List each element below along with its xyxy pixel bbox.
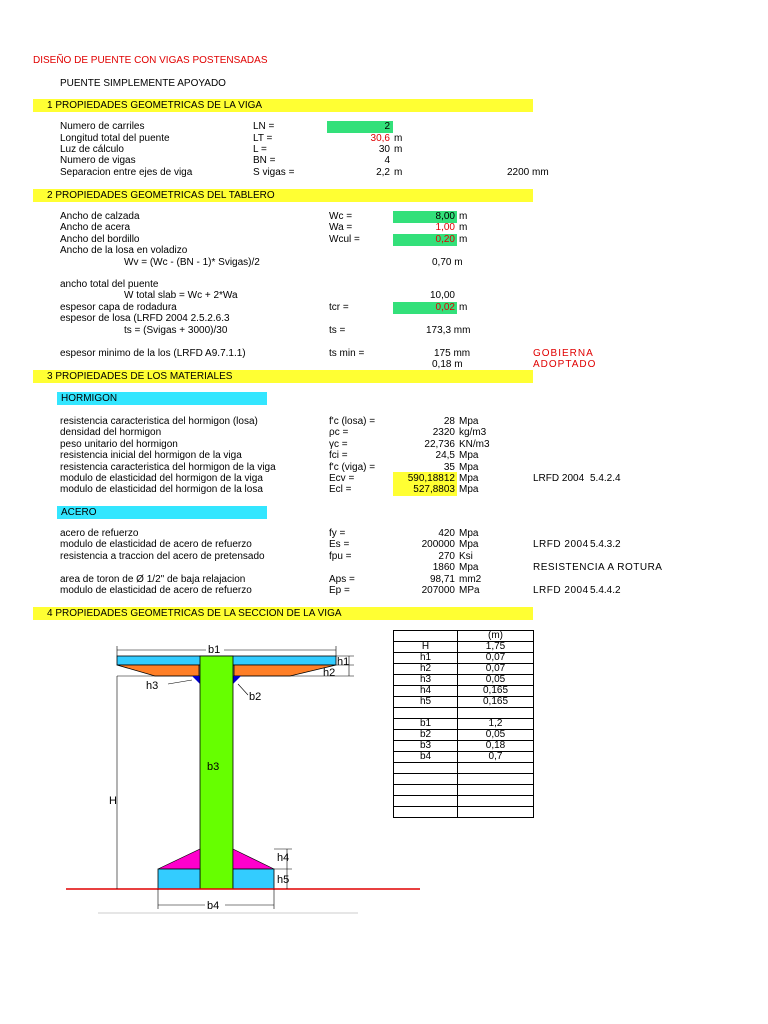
val-tcr: 0,02 (435, 302, 455, 313)
fillet-left (192, 676, 200, 684)
material-symbol: fpu = (329, 550, 352, 562)
sym-svigas: S vigas = (253, 167, 295, 178)
label-b4: b4 (207, 900, 220, 912)
material-unit: Mpa (459, 484, 479, 496)
table-cell-value: 0,05 (458, 675, 534, 686)
sym-l: L = (253, 144, 267, 155)
material-symbol: Ep = (329, 585, 350, 596)
unit-lt: m (394, 133, 403, 144)
label-wcul: Ancho del bordillo (60, 234, 140, 245)
material-unit: mm2 (459, 573, 482, 585)
label-wc: Ancho de calzada (60, 211, 140, 222)
material-symbol: γc = (329, 438, 348, 450)
material-symbol: Ecl = (329, 484, 352, 496)
unit-wa: m (459, 222, 468, 233)
material-label: resistencia caracteristica del hormigon (losa) (60, 416, 258, 427)
material-symbol: Es = (329, 539, 350, 551)
table-cell-value: 0,7 (458, 752, 534, 763)
material-unit: Mpa (459, 473, 479, 484)
sym-lt: LT = (253, 133, 273, 144)
sym-ts: ts = (329, 325, 346, 336)
haunch-right (234, 665, 336, 676)
material-value: 200000 (421, 539, 455, 551)
label-ts: espesor de losa (LRFD 2004 2.5.2.6.3 (60, 313, 230, 324)
table-cell-value: 0,165 (458, 697, 534, 708)
material-value: 35 (443, 461, 455, 473)
label-tsmin: espesor minimo de la los (LRFD A9.7.1.1) (60, 348, 246, 359)
material-reference-number: 5.4.3.2 (590, 539, 621, 551)
material-value: 98,71 (429, 573, 455, 585)
label-bn: Numero de vigas (60, 155, 136, 166)
material-unit: KN/m3 (459, 438, 490, 450)
sym-tcr: tcr = (329, 302, 349, 313)
table-cell-symbol: h1 (394, 653, 458, 664)
material-unit: Mpa (459, 416, 479, 427)
label-h4: h4 (277, 852, 290, 864)
val-ts: 173,3 mm (426, 325, 471, 336)
unit-wc: m (459, 211, 468, 222)
val-ln: 2 (384, 121, 390, 132)
unit-wcul: m (459, 234, 468, 245)
material-symbol: fci = (329, 450, 348, 462)
material-value: 207000 (421, 585, 455, 596)
label-tcr: espesor capa de rodadura (60, 302, 177, 313)
material-reference: LRFD 2004 (533, 585, 589, 596)
material-label: modulo de elasticidad del hormigon de la viga (60, 473, 263, 484)
section-2-header: 2 PROPIEDADES GEOMETRICAS DEL TABLERO (33, 189, 533, 202)
bottom-flange-left (158, 869, 200, 889)
sym-wcul: Wcul = (329, 234, 360, 245)
material-unit: kg/m3 (459, 427, 487, 439)
label-h3: h3 (146, 680, 159, 692)
page-subtitle: PUENTE SIMPLEMENTE APOYADO (60, 78, 226, 89)
hormigon-header: HORMIGON (57, 392, 267, 405)
val-adoptado: 0,18 m (432, 359, 463, 370)
label-l: Luz de cálculo (60, 144, 124, 155)
label-b2: b2 (249, 691, 262, 703)
table-cell-symbol: b4 (394, 752, 458, 763)
note-adoptado: ADOPTADO (533, 359, 597, 370)
label-b1: b1 (208, 644, 221, 656)
label-lt: Longitud total del puente (60, 133, 170, 144)
table-cell-value: 0,05 (458, 730, 534, 741)
material-value: 590,18812 (407, 473, 455, 484)
table-cell-value: 0,07 (458, 664, 534, 675)
val-bn: 4 (384, 155, 390, 166)
table-cell-symbol: b2 (394, 730, 458, 741)
unit-tcr: m (459, 302, 468, 313)
material-reference: LRFD 2004 (533, 539, 589, 551)
unit-svigas: m (394, 167, 403, 178)
material-value: 1860 (432, 562, 455, 574)
material-value: 24,5 (435, 450, 455, 462)
unit-l: m (394, 144, 403, 155)
table-cell-value: 0,165 (458, 686, 534, 697)
material-value: 270 (438, 550, 455, 562)
formula-wv: Wv = (Wc - (BN - 1)* Svigas)/2 (124, 257, 260, 268)
label-ln: Numero de carriles (60, 121, 145, 132)
val-wv: 0,70 m (432, 257, 463, 268)
label-h1: h1 (337, 656, 350, 668)
fillet-right (233, 676, 241, 684)
sym-tsmin: ts min = (329, 348, 365, 359)
material-unit: MPa (459, 585, 480, 596)
label-wa: Ancho de acera (60, 222, 131, 233)
label-wv: Ancho de la losa en voladizo (60, 245, 188, 256)
table-cell-symbol: h5 (394, 697, 458, 708)
page-title: DISEÑO DE PUENTE CON VIGAS POSTENSADAS (33, 55, 268, 66)
sym-bn: BN = (253, 155, 276, 166)
material-unit: Ksi (459, 550, 473, 562)
table-cell-symbol: h2 (394, 664, 458, 675)
bottom-haunch-right (233, 849, 274, 869)
label-svigas: Separacion entre ejes de viga (60, 167, 193, 178)
material-reference: RESISTENCIA A ROTURA (533, 562, 663, 574)
material-symbol: f'c (losa) = (329, 416, 376, 427)
material-unit: Mpa (459, 562, 479, 574)
material-value: 420 (438, 528, 455, 539)
table-cell-value: 1,2 (458, 719, 534, 730)
val-wtotal: 10,00 (429, 290, 455, 301)
formula-ts: ts = (Svigas + 3000)/30 (124, 325, 228, 336)
material-symbol: Aps = (329, 573, 355, 585)
bottom-flange-right (233, 869, 274, 889)
material-reference-number: 5.4.4.2 (590, 585, 621, 596)
table-cell-value: 0,07 (458, 653, 534, 664)
material-value: 22,736 (424, 438, 455, 450)
sym-wc: Wc = (329, 211, 353, 222)
material-label: resistencia caracteristica del hormigon de la viga (60, 461, 276, 473)
label-wtotal: ancho total del puente (60, 279, 159, 290)
material-unit: Mpa (459, 450, 479, 462)
material-reference-number: 5.4.2.4 (590, 473, 621, 484)
extra-svigas: 2200 mm (507, 167, 549, 178)
sym-ln: LN = (253, 121, 275, 132)
material-symbol: fy = (329, 528, 346, 539)
material-label: modulo de elasticidad del hormigon de la losa (60, 484, 263, 496)
material-label: acero de refuerzo (60, 528, 139, 539)
section-1-header: 1 PROPIEDADES GEOMETRICAS DE LA VIGA (33, 99, 533, 112)
table-cell-symbol: h4 (394, 686, 458, 697)
sym-wa: Wa = (329, 222, 353, 233)
label-h2: h2 (323, 667, 336, 679)
material-value: 28 (443, 416, 455, 427)
table-cell-symbol: H (394, 642, 458, 653)
bottom-haunch-left (158, 849, 200, 869)
material-unit: Mpa (459, 528, 479, 539)
material-label: modulo de elasticidad de acero de refuerzo (60, 539, 252, 551)
material-unit: Mpa (459, 539, 479, 551)
material-label: modulo de elasticidad de acero de refuerzo (60, 585, 252, 596)
table-head: (m) (458, 631, 534, 642)
val-lt: 30,6 (370, 133, 390, 144)
table-cell-symbol: b3 (394, 741, 458, 752)
label-h5: h5 (277, 874, 290, 886)
material-symbol: f'c (viga) = (329, 461, 376, 473)
val-wa: 1,00 (435, 222, 455, 233)
table-cell-value: 1,75 (458, 642, 534, 653)
formula-wtotal: W total slab = Wc + 2*Wa (124, 290, 238, 301)
material-symbol: ρc = (329, 427, 349, 439)
section-4-header: 4 PROPIEDADES GEOMETRICAS DE LA SECCION DE LA VIGA (33, 607, 533, 620)
table-cell-symbol: b1 (394, 719, 458, 730)
table-cell-symbol: h3 (394, 675, 458, 686)
table-cell-value: 0,18 (458, 741, 534, 752)
material-label: resistencia a traccion del acero de pretensado (60, 550, 265, 562)
material-label: densidad del hormigon (60, 427, 162, 439)
material-value: 527,8803 (413, 484, 455, 496)
label-b3: b3 (207, 761, 220, 773)
section-3-header: 3 PROPIEDADES DE LOS MATERIALES (33, 370, 533, 383)
val-tsmin: 175 mm (434, 348, 471, 359)
material-label: resistencia inicial del hormigon de la viga (60, 450, 242, 462)
val-svigas: 2,2 (376, 167, 390, 178)
acero-header: ACERO (57, 506, 267, 519)
note-gobierna: GOBIERNA (533, 348, 594, 359)
val-wcul: 0,20 (435, 234, 455, 245)
haunch-left (117, 665, 199, 676)
val-l: 30 (378, 144, 390, 155)
material-label: peso unitario del hormigon (60, 438, 178, 450)
material-value: 2320 (432, 427, 455, 439)
material-symbol: Ecv = (329, 473, 355, 484)
material-unit: Mpa (459, 461, 479, 473)
label-H: H (109, 795, 117, 807)
val-wc: 8,00 (435, 211, 455, 222)
material-label: area de toron de Ø 1/2" de baja relajacion (60, 573, 246, 585)
material-reference: LRFD 2004 (533, 473, 585, 484)
